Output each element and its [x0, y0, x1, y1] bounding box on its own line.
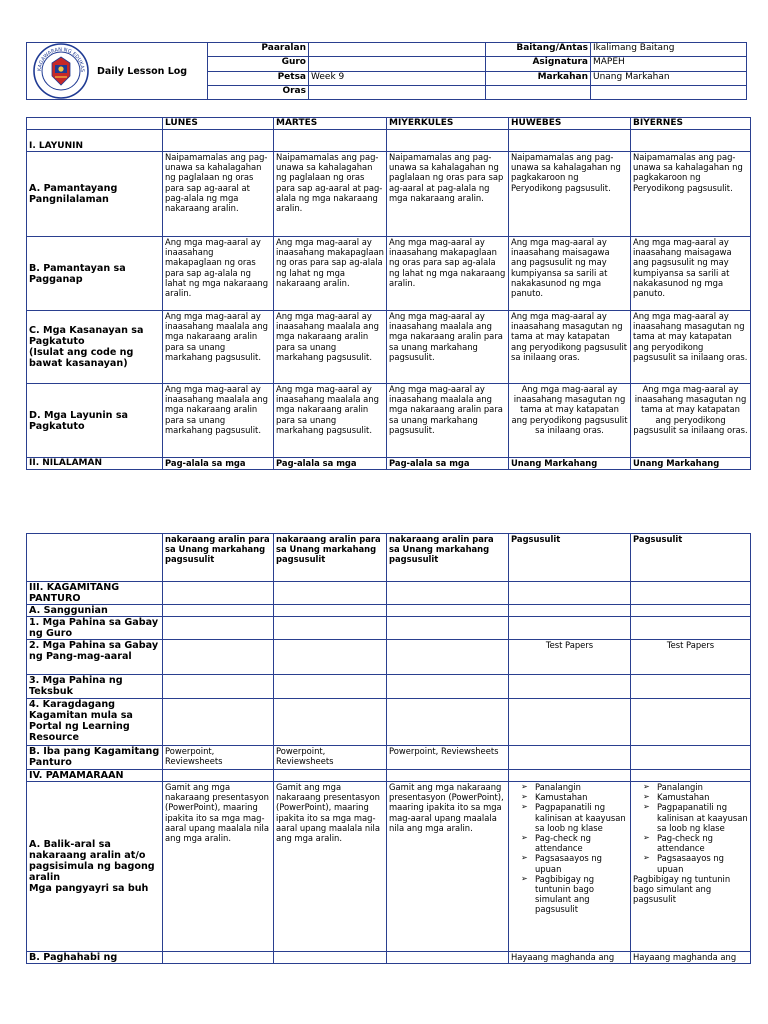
row-label: D. Mga Layunin sa Pagkatuto: [27, 384, 163, 458]
list-item: ➢ Panalangin: [643, 782, 748, 792]
list-item: ➢ Kamustahan: [643, 792, 748, 802]
cell-text: Ang mga mag-aaral ay inaasahang masagutan ng tama at may katapatan ang peryodikong pagsusulit sa inilaang oras.: [509, 384, 631, 458]
list-item: ➢ Pag-check ng attendance: [643, 833, 748, 853]
cell-text: [163, 640, 274, 675]
cell-text: Ang mga mag-aaral ay inaasahang maisagawa ang pagsusulit ng may kumpiyansa sa sarili at nakakasunod ng mga panuto.: [509, 237, 631, 311]
list-item: ➢ Pag-check ng attendance: [521, 833, 628, 853]
value-baitang: Ikalimang Baitang: [591, 43, 747, 57]
objective-row: [27, 311, 751, 384]
list-item: ➢ Pagpapanatili ng kalinisan at kaayusan sa loob ng klase: [521, 802, 628, 833]
value-guro: [309, 57, 486, 71]
cell-text: Hayaang maghanda ang: [631, 952, 751, 964]
cell-text: Ang mga mag-aaral ay inaasahang masagutan ng tama at may katapatan ang peryodikong pagsusulit sa inilaang oras.: [631, 311, 751, 384]
cell-text: Powerpoint, Reviewsheets: [387, 746, 509, 770]
cell-text: Ang mga mag-aaral ay inaasahang maalala ang mga nakaraang aralin para sa unang markahang pagsusulit.: [274, 311, 387, 384]
cell-text: [509, 746, 631, 770]
cell-text: Ang mga mag-aaral ay inaasahang maalala ang mga nakaraang aralin para sa unang markahang pagsusulit.: [163, 311, 274, 384]
nilalaman-row: [27, 458, 751, 470]
list-item: ➢ Panalangin: [521, 782, 628, 792]
cell-text: Ang mga mag-aaral ay inaasahang maalala ang mga nakaraang aralin para sa unang markahang pagsusulit.: [387, 311, 509, 384]
svg-text:KAGAWARAN NG EDUKASYON: KAGAWARAN NG EDUKAS: [36, 46, 86, 73]
day-martes: MARTES: [274, 118, 387, 130]
label-asignatura: Asignatura: [486, 57, 591, 71]
day-lunes: LUNES: [163, 118, 274, 130]
row-label: C. Mga Kasanayan sa Pagkatuto (Isulat ang code ng bawat kasanayan): [27, 311, 163, 384]
cell-text: Ang mga mag-aaral ay inaasahang masagutan ng tama at may katapatan ang peryodikong pagsusulit sa inilaang oras.: [509, 311, 631, 384]
materials-procedure-table: [26, 533, 751, 964]
objective-row: [27, 152, 751, 237]
cell-text: [387, 640, 509, 675]
activity-list-cell: [509, 782, 631, 952]
activity-list: [633, 782, 748, 874]
value-asignatura: MAPEH: [591, 57, 747, 71]
cell-text: Unang Markahang: [509, 458, 631, 470]
cell-text: Ang mga mag-aaral ay inaasahang maalala ang mga nakaraang aralin para sa unang markahang pagsusulit.: [274, 384, 387, 458]
activity-list-cell: [631, 782, 751, 952]
value-markahan: Unang Markahan: [591, 71, 747, 85]
cell-text: nakaraang aralin para sa Unang markahang pagsusulit: [163, 534, 274, 582]
row-label: 2. Mga Pahina sa Gabay ng Pang-mag-aaral: [27, 640, 163, 675]
list-item: ➢ Pagbibigay ng tuntunin bago simulant ang pagsusulit: [521, 874, 628, 915]
label-baitang: Baitang/Antas: [486, 43, 591, 57]
continued-row: [27, 534, 751, 582]
day-huwebes: HUWEBES: [509, 118, 631, 130]
list-item: ➢ Kamustahan: [521, 792, 628, 802]
row-label: A. Sanggunian: [27, 605, 163, 617]
material-row: [27, 675, 751, 699]
cell-text: Pagbibigay ng tuntunin bago simulant ang pagsusulit: [633, 873, 731, 905]
cell-text: Pagsusulit: [631, 534, 751, 582]
row-label: 1. Mga Pahina sa Gabay ng Guro: [27, 617, 163, 640]
cell-text: Hayaang maghanda ang: [509, 952, 631, 964]
pamamaraan-row: [27, 770, 751, 782]
cell-text: Gamit ang mga nakaraang presentasyon (PowerPoint), maaring ipakita ito sa mga mag-aaral upang maalala nila ang mga aralin.: [387, 782, 509, 952]
row-label: B. Paghahabi ng: [27, 952, 163, 964]
cell-text: Ang mga mag-aaral ay inaasahang makapaglaan ng oras para sap ag-alala ng lahat ng mga nakaraang aralin.: [163, 237, 274, 311]
value-petsa: Week 9: [309, 71, 486, 85]
cell-text: Ang mga mag-aaral ay inaasahang masagutan ng tama at may katapatan ang peryodikong pagsusulit sa inilaang oras.: [631, 384, 751, 458]
label-paaralan: Paaralan: [208, 43, 309, 57]
objective-row: [27, 237, 751, 311]
row-label: 3. Mga Pahina ng Teksbuk: [27, 675, 163, 699]
section-nilalaman: II. NILALAMAN: [27, 458, 163, 470]
cell-text: Naipamamalas ang pag-unawa sa kahalagahan ng paglalaan ng oras para sap ag-aaral at pag-alala ng mga nakaraang aralin.: [387, 152, 509, 237]
cell-text: Naipamamalas ang pag-unawa sa kahalagahan ng paglalaan ng oras para sap ag-aaral at pag-alala ng mga nakaraang aralin.: [274, 152, 387, 237]
cell-text: nakaraang aralin para sa Unang markahang pagsusulit: [387, 534, 509, 582]
cell-text: Unang Markahang: [631, 458, 751, 470]
objectives-table: [26, 117, 751, 470]
cell-text: Test Papers: [631, 640, 751, 675]
label-guro: Guro: [208, 57, 309, 71]
procedure-row: [27, 952, 751, 964]
row-label: 4. Karagdagang Kagamitan mula sa Portal ng Learning Resource: [27, 699, 163, 746]
label-markahan: Markahan: [486, 71, 591, 85]
list-item: ➢ Pagsasaayos ng upuan: [521, 853, 628, 873]
cell-text: Powerpoint, Reviewsheets: [274, 746, 387, 770]
value-paaralan: [309, 43, 486, 57]
section-pamamaraan: IV. PAMAMARAAN: [27, 770, 163, 782]
cell-text: Ang mga mag-aaral ay inaasahang makapaglaan ng oras para sap ag-alala ng lahat ng mga nakaraang aralin.: [274, 237, 387, 311]
cell-text: Pag-alala sa mga: [163, 458, 274, 470]
cell-text: Naipamamalas ang pag-unawa sa kahalagahan ng pagkakaroon ng Peryodikong pagsusulit.: [631, 152, 751, 237]
cell-text: Naipamamalas ang pag-unawa sa kahalagahan ng pagkakaroon ng Peryodikong pagsusulit.: [509, 152, 631, 237]
cell-text: Pag-alala sa mga: [387, 458, 509, 470]
cell-text: nakaraang aralin para sa Unang markahang pagsusulit: [274, 534, 387, 582]
list-item: ➢ Pagpapanatili ng kalinisan at kaayusan sa loob ng klase: [643, 802, 748, 833]
day-miyerkules: MIYERKULES: [387, 118, 509, 130]
layunin-row: [27, 130, 751, 152]
day-biyernes: BIYERNES: [631, 118, 751, 130]
row-label: B. Iba pang Kagamitang Panturo: [27, 746, 163, 770]
cell-text: [387, 952, 509, 964]
cell-text: [631, 746, 751, 770]
cell-text: Ang mga mag-aaral ay inaasahang makapaglaan ng oras para sap ag-alala ng lahat ng mga nakaraang aralin.: [387, 237, 509, 311]
material-row: [27, 746, 751, 770]
kagamitan-row: [27, 582, 751, 605]
material-row: [27, 699, 751, 746]
procedure-row: [27, 782, 751, 952]
cell-text: [163, 952, 274, 964]
row-label: A. Pamantayang Pangnilalaman: [27, 152, 163, 237]
document-title: Daily Lesson Log: [97, 65, 188, 77]
cell-text: [274, 640, 387, 675]
row-label: A. Balik-aral sa nakaraang aralin at/o pagsisimula ng bagong aralin Mga pangyayri sa buh: [27, 782, 163, 952]
logo-title-cell: [27, 43, 208, 100]
label-empty: [486, 85, 591, 99]
cell-text: Ang mga mag-aaral ay inaasahang maisagawa ang pagsusulit ng may kumpiyansa sa sarili at nakakasunod ng mga panuto.: [631, 237, 751, 311]
row-label: B. Pamantayan sa Pagganap: [27, 237, 163, 311]
cell-text: Powerpoint, Reviewsheets: [163, 746, 274, 770]
value-empty: [591, 85, 747, 99]
cell-text: Ang mga mag-aaral ay inaasahang maalala ang mga nakaraang aralin para sa unang markahang pagsusulit.: [387, 384, 509, 458]
cell-text: Gamit ang mga nakaraang presentasyon (PowerPoint), maaring ipakita ito sa mga mag-aaral upang maalala nila ang mga aralin.: [163, 782, 274, 952]
cell-text: Ang mga mag-aaral ay inaasahang maalala ang mga nakaraang aralin para sa unang markahang pagsusulit.: [163, 384, 274, 458]
corner-cell: [27, 118, 163, 130]
section-kagamitan: III. KAGAMITANG PANTURO: [27, 582, 163, 605]
cell-text: Naipamamalas ang pag-unawa sa kahalagahan ng paglalaan ng oras para sap ag-aaral at pag-alala ng mga nakaraang aralin.: [163, 152, 274, 237]
cell-text: [274, 952, 387, 964]
cell-text: Test Papers: [509, 640, 631, 675]
label-oras: Oras: [208, 85, 309, 99]
value-oras: [309, 85, 486, 99]
header-table: [26, 42, 747, 100]
label-petsa: Petsa: [208, 71, 309, 85]
cell-text: Pag-alala sa mga: [274, 458, 387, 470]
cell-text: Pagsusulit: [509, 534, 631, 582]
list-item: ➢ Pagsasaayos ng upuan: [643, 853, 748, 873]
material-row: [27, 617, 751, 640]
sanggunian-row: [27, 605, 751, 617]
section-layunin: I. LAYUNIN: [27, 130, 163, 152]
day-header-row: [27, 118, 751, 130]
objective-row: [27, 384, 751, 458]
activity-list: [511, 782, 628, 915]
cell-text: Gamit ang mga nakaraang presentasyon (PowerPoint), maaring ipakita ito sa mga mag-aaral upang maalala nila ang mga aralin.: [274, 782, 387, 952]
material-row: [27, 640, 751, 675]
deped-seal-icon: [33, 43, 89, 99]
